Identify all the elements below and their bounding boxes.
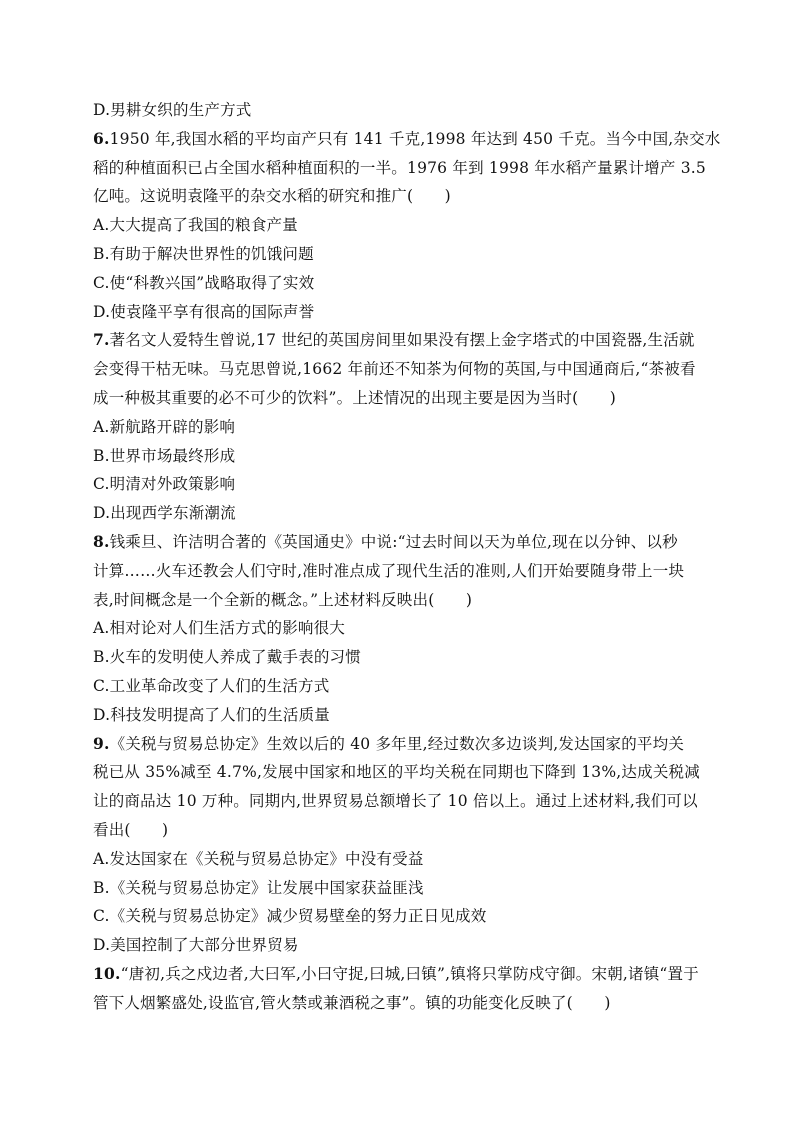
- question-7-stem-line-2: 会变得干枯无味。马克思曾说,1662 年前还不知茶为何物的英国,与中国通商后,“茶被看: [93, 360, 696, 379]
- option-c: C.工业革命改变了人们的生活方式: [93, 676, 330, 695]
- option-a: A.发达国家在《关税与贸易总协定》中没有受益: [93, 849, 424, 868]
- option-a: A.新航路开辟的影响: [93, 417, 236, 436]
- question-7-stem-line-3: 成一种极其重要的必不可少的饮料”。上述情况的出现主要是因为当时( ): [93, 388, 617, 407]
- question-8-stem-line-1: [93, 528, 703, 557]
- question-6-stem-line-2: 稻的种植面积已占全国水稻种植面积的一半。1976 年到 1998 年水稻产量累计增产 3.5: [93, 158, 706, 177]
- exam-page: [93, 96, 721, 1018]
- option-c: C.《关税与贸易总协定》减少贸易壁垒的努力正日见成效: [93, 907, 487, 926]
- question-8-stem-line-2: 计算……火车还教会人们守时,准时准点成了现代生活的准则,人们开始要随身带上一块: [93, 561, 685, 580]
- question-number: 6.: [93, 128, 110, 148]
- question-number: 7.: [93, 330, 110, 350]
- question-10-stem-line-1: [93, 960, 703, 989]
- question-9-stem-line-1: [93, 730, 703, 759]
- question-9-stem-line-2: 税已从 35%减至 4.7%,发展中国家和地区的平均关税在同期也下降到 13%,达成关税减: [93, 763, 700, 782]
- question-number: 8.: [93, 531, 110, 551]
- option-d: D.使袁隆平享有很高的国际声誉: [93, 302, 315, 321]
- option-b: B.火车的发明使人养成了戴手表的习惯: [93, 648, 361, 667]
- question-10-stem-line-2: 管下人烟繁盛处,设监官,管火禁或兼酒税之事”。镇的功能变化反映了( ): [93, 993, 611, 1012]
- option-d: D.男耕女织的生产方式: [93, 101, 252, 119]
- option-d: D.美国控制了大部分世界贸易: [93, 936, 299, 955]
- option-b: B.有助于解决世界性的饥饿问题: [93, 244, 314, 263]
- stem-text: “唐初,兵之戍边者,大曰军,小曰守捉,曰城,曰镇”,镇将只掌防戍守御。宋朝,诸镇“置于: [120, 964, 699, 983]
- question-6-stem-line-3: 亿吨。这说明袁隆平的杂交水稻的研究和推广( ): [93, 187, 451, 206]
- question-6-stem-line-1: [93, 125, 721, 154]
- stem-text: 著名文人爱特生曾说,17 世纪的英国房间里如果没有摆上金字塔式的中国瓷器,生活就: [109, 331, 695, 350]
- option-c: C.明清对外政策影响: [93, 475, 236, 494]
- question-7-stem-line-1: [93, 326, 703, 355]
- question-number: 10.: [93, 963, 121, 983]
- option-b: B.《关税与贸易总协定》让发展中国家获益匪浅: [93, 878, 424, 897]
- option-d: D.出现西学东渐潮流: [93, 504, 236, 523]
- question-9-stem-line-4: 看出( ): [93, 820, 169, 839]
- stem-text: 1950 年,我国水稻的平均亩产只有 141 千克,1998 年达到 450 千克。当今中国,杂交水: [109, 129, 721, 148]
- option-c: C.使“科教兴国”战略取得了实效: [93, 273, 315, 292]
- stem-text: 钱乘旦、许洁明合著的《英国通史》中说:“过去时间以天为单位,现在以分钟、以秒: [109, 532, 678, 551]
- question-8-stem-line-3: 表,时间概念是一个全新的概念。”上述材料反映出( ): [93, 590, 473, 609]
- question-9-stem-line-3: 让的商品达 10 万种。同期内,世界贸易总额增长了 10 倍以上。通过上述材料,我们可以: [93, 792, 698, 811]
- stem-text: 《关税与贸易总协定》生效以后的 40 多年里,经过数次多边谈判,发达国家的平均关: [109, 734, 685, 753]
- option-a: A.大大提高了我国的粮食产量: [93, 216, 298, 235]
- question-number: 9.: [93, 733, 110, 753]
- option-b: B.世界市场最终形成: [93, 446, 236, 465]
- option-a: A.相对论对人们生活方式的影响很大: [93, 619, 346, 638]
- option-d: D.科技发明提高了人们的生活质量: [93, 705, 331, 724]
